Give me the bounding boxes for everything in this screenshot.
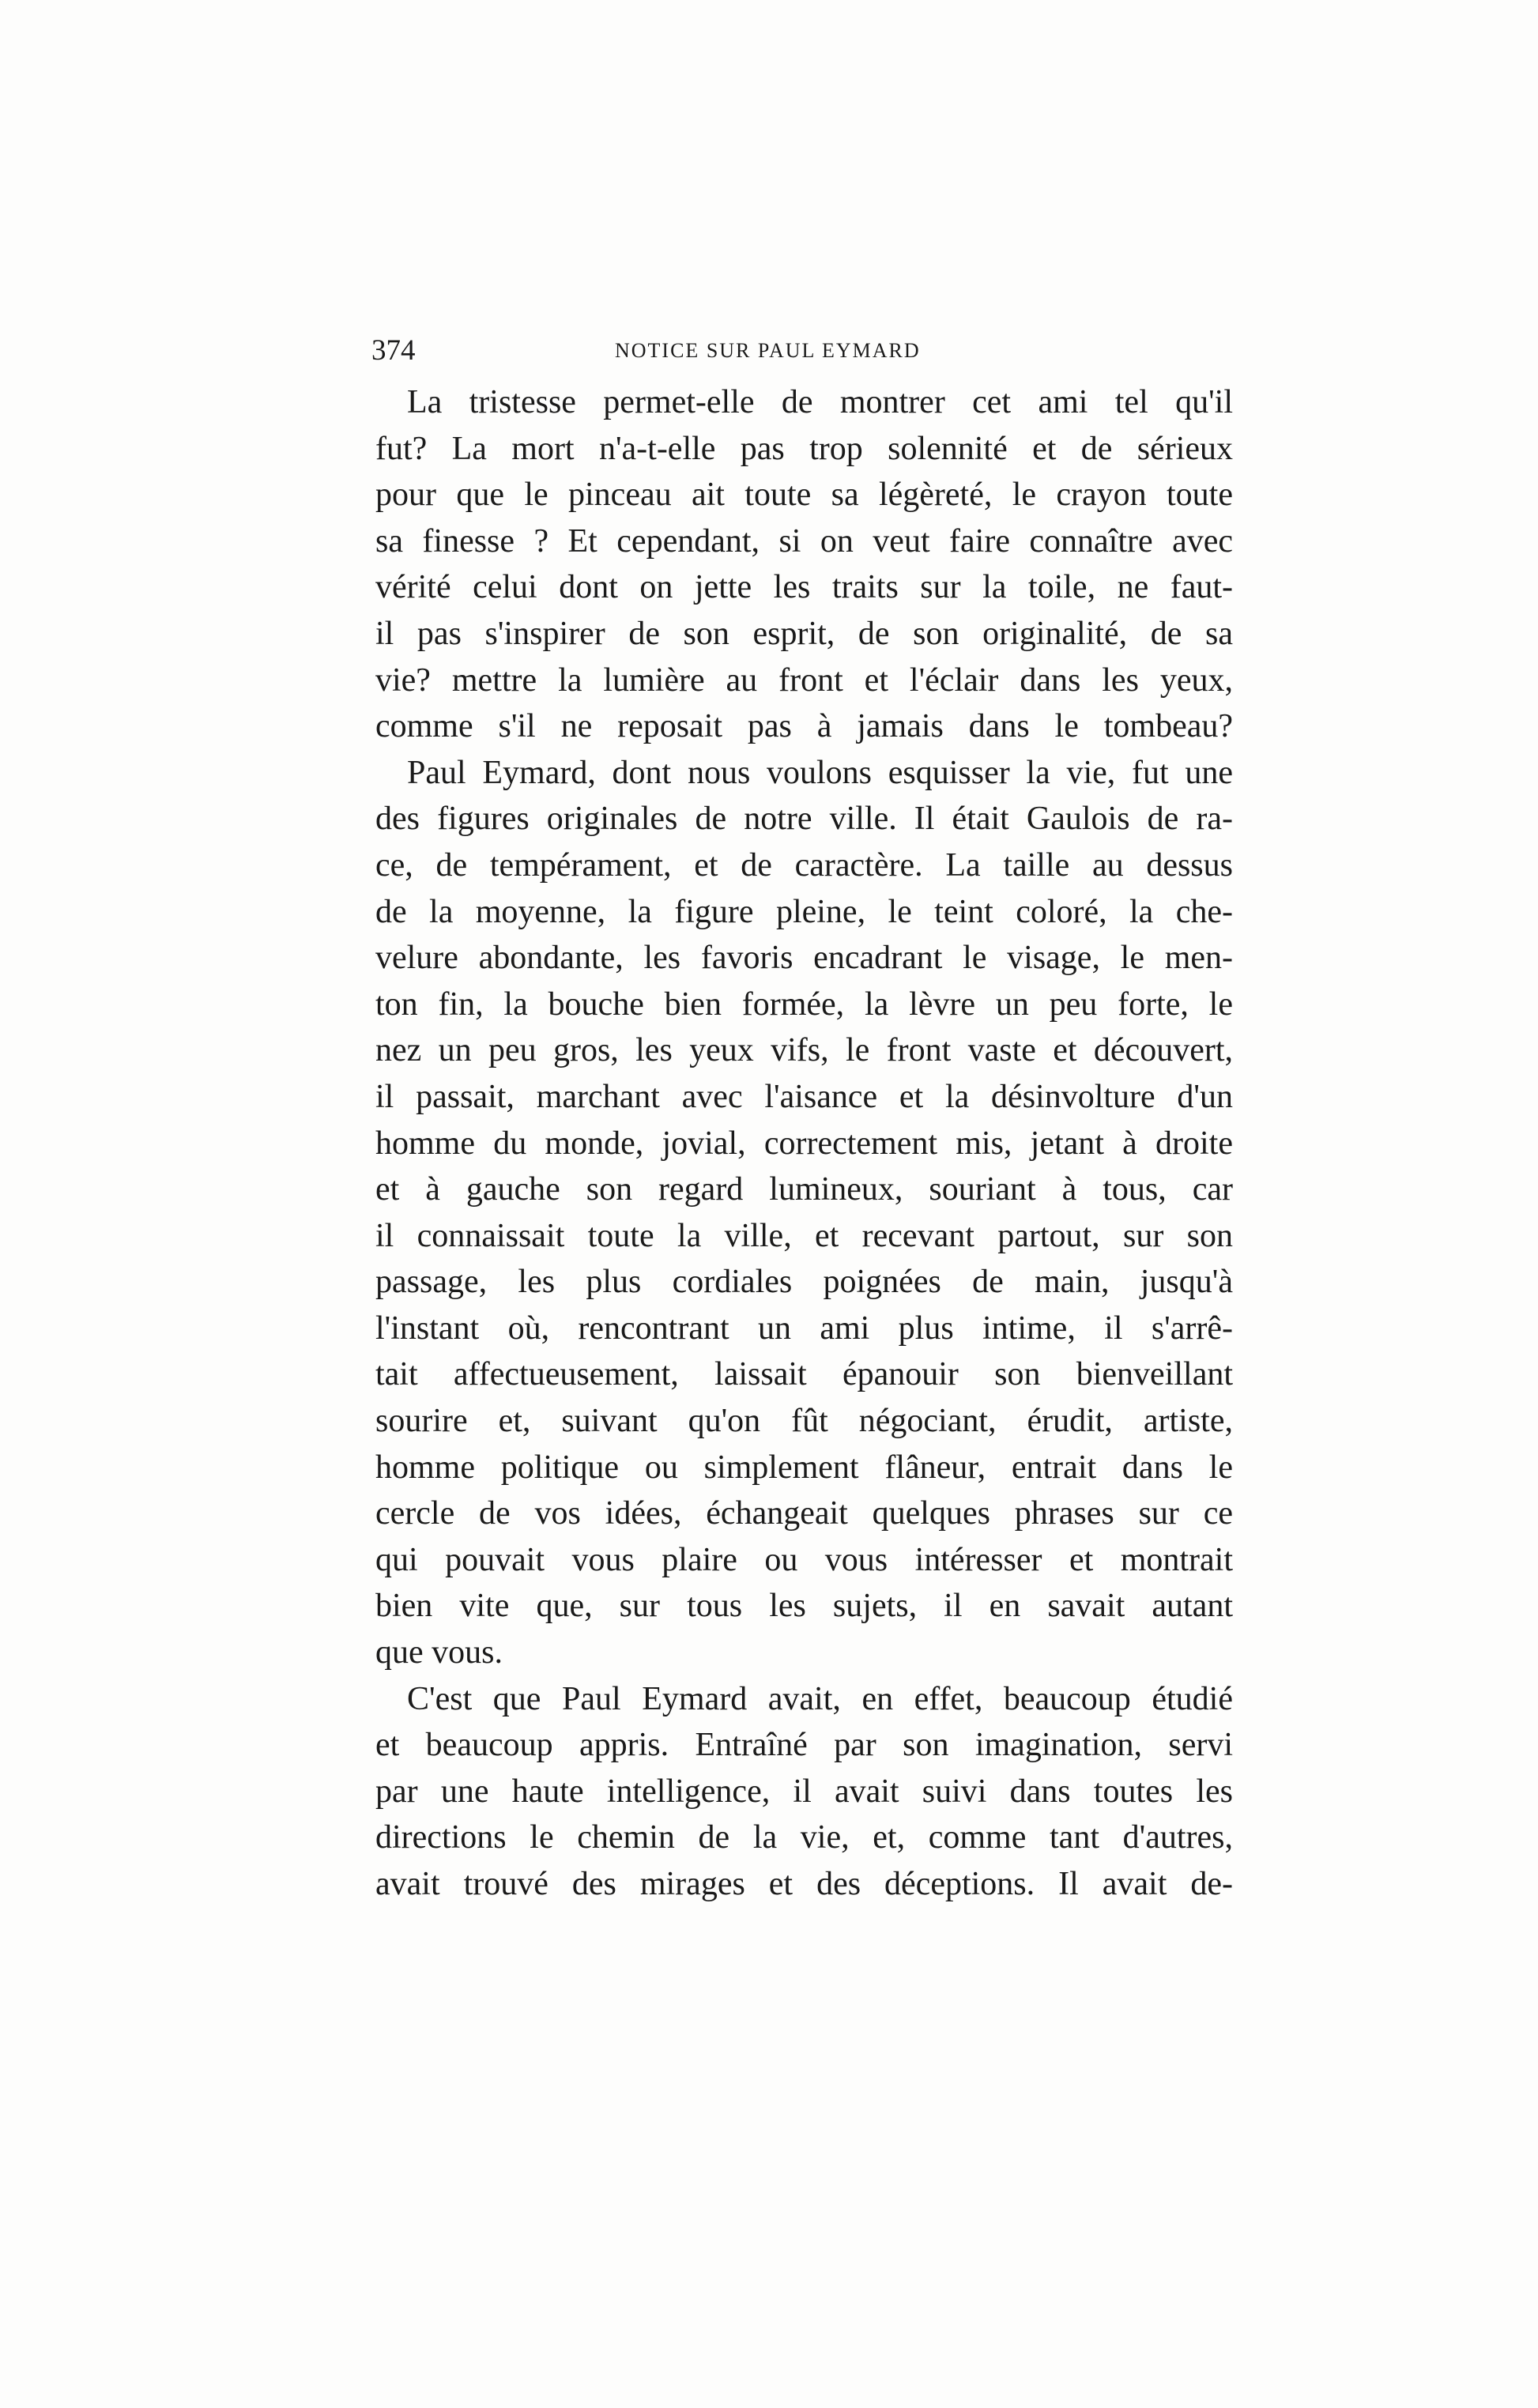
- text-line: et beaucoup appris. Entraîné par son imagination, servi: [375, 1727, 1233, 1764]
- text-line: de la moyenne, la figure pleine, le teint coloré, la che-: [375, 893, 1233, 930]
- text-line: vérité celui dont on jette les traits sur la toile, ne faut-: [375, 569, 1233, 606]
- text-line: homme du monde, jovial, correctement mis, jetant à droite: [375, 1125, 1233, 1162]
- text-line: directions le chemin de la vie, et, comme tant d'autres,: [375, 1819, 1233, 1856]
- text-line: par une haute intelligence, il avait suivi dans toutes les: [375, 1773, 1233, 1810]
- text-line: velure abondante, les favoris encadrant le visage, le men-: [375, 940, 1233, 977]
- text-line: pour que le pinceau ait toute sa légèreté, le crayon toute: [375, 477, 1233, 514]
- text-line: fut? La mort n'a-t-elle pas trop solennité et de sérieux: [375, 430, 1233, 467]
- running-title: NOTICE SUR PAUL EYMARD: [615, 339, 921, 362]
- page-number: 374: [371, 334, 416, 367]
- paragraph-2: [375, 750, 1233, 1676]
- text-line: il pas s'inspirer de son esprit, de son originalité, de sa: [375, 615, 1233, 652]
- text-line: passage, les plus cordiales poignées de main, jusqu'à: [375, 1264, 1233, 1301]
- text-line: ce, de tempérament, et de caractère. La taille au dessus: [375, 846, 1233, 884]
- text-line: ton fin, la bouche bien formée, la lèvre un peu forte, le: [375, 985, 1233, 1023]
- text-line: avait trouvé des mirages et des déceptions. Il avait de-: [375, 1866, 1233, 1902]
- text-line: C'est que Paul Eymard avait, en effet, beaucoup étudié: [407, 1680, 1233, 1717]
- text-line: l'instant où, rencontrant un ami plus intime, il s'arrê-: [375, 1310, 1233, 1347]
- text-line: La tristesse permet-elle de montrer cet ami tel qu'il: [407, 384, 1233, 420]
- text-line: qui pouvait vous plaire ou vous intéresser et montrait: [375, 1541, 1233, 1578]
- text-line: nez un peu gros, les yeux vifs, le front vaste et découvert,: [375, 1032, 1233, 1069]
- text-line: vie? mettre la lumière au front et l'éclair dans les yeux,: [375, 661, 1233, 699]
- paragraph-1: [375, 379, 1233, 750]
- text-line: des figures originales de notre ville. Il était Gaulois de ra-: [375, 801, 1233, 838]
- text-line: et à gauche son regard lumineux, souriant à tous, car: [375, 1171, 1233, 1208]
- running-header: [371, 332, 1239, 370]
- text-line: comme s'il ne reposait pas à jamais dans le tombeau?: [375, 708, 1233, 745]
- text-line: tait affectueusement, laissait épanouir son bienveillant: [375, 1356, 1233, 1393]
- text-line: que vous.: [375, 1634, 503, 1671]
- text-line: il passait, marchant avec l'aisance et la désinvolture d'un: [375, 1078, 1233, 1115]
- text-line: cercle de vos idées, échangeait quelques phrases sur ce: [375, 1495, 1233, 1532]
- body-text: [375, 379, 1233, 1908]
- text-line: Paul Eymard, dont nous voulons esquisser la vie, fut une: [407, 754, 1233, 791]
- text-line: sa finesse ? Et cependant, si on veut faire connaître avec: [375, 522, 1233, 560]
- text-line: sourire et, suivant qu'on fût négociant, érudit, artiste,: [375, 1403, 1233, 1440]
- paragraph-3: [375, 1676, 1233, 1908]
- text-line: homme politique ou simplement flâneur, entrait dans le: [375, 1449, 1233, 1486]
- text-line: il connaissait toute la ville, et recevant partout, sur son: [375, 1217, 1233, 1254]
- text-line: bien vite que, sur tous les sujets, il en savait autant: [375, 1588, 1233, 1625]
